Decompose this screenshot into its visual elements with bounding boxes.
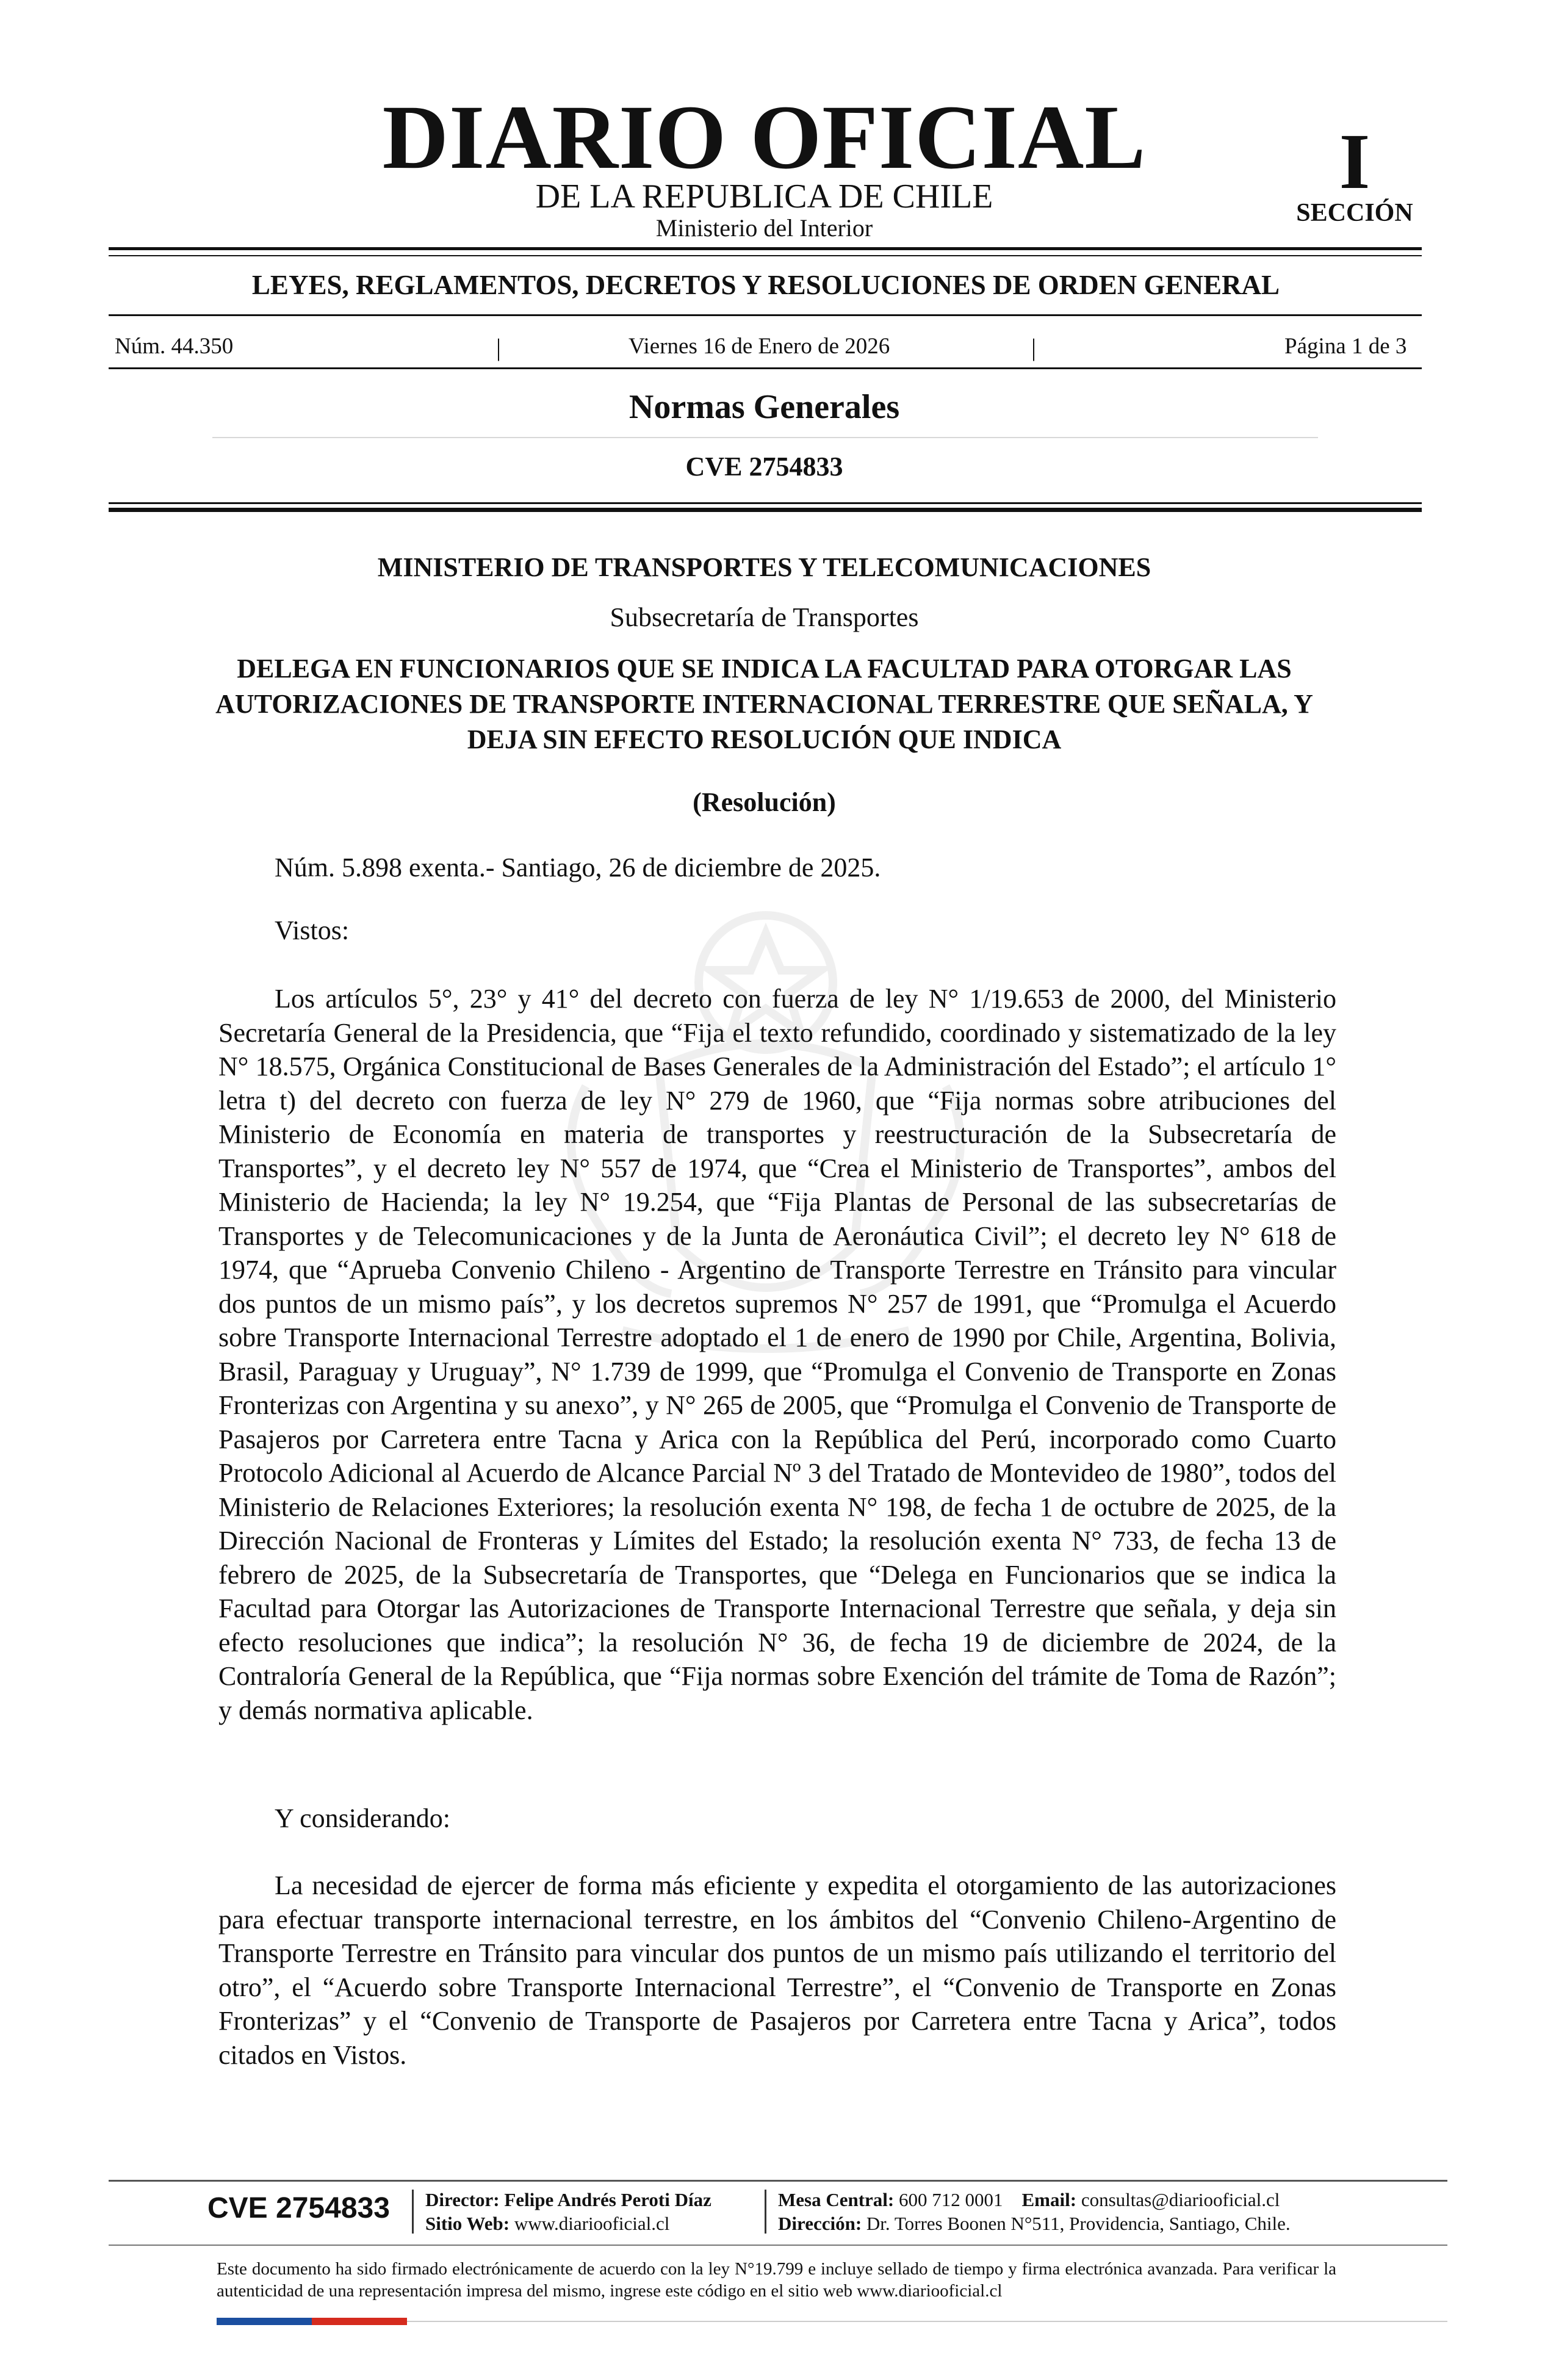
footer-contact (778, 2188, 1280, 2212)
flag-stripe-red (312, 2318, 407, 2325)
header-rule-thick (109, 247, 1422, 250)
vistos-heading: Vistos: (275, 915, 350, 945)
footer-cve: CVE 2754833 (207, 2192, 390, 2224)
category-rule (109, 314, 1422, 316)
website-label: Sitio Web: (425, 2213, 510, 2234)
masthead-ministry: Ministerio del Interior (655, 214, 873, 242)
considerando-heading: Y considerando: (275, 1803, 450, 1833)
section-number: I (1339, 118, 1371, 206)
issue-separator: | (496, 334, 502, 361)
phone-label: Mesa Central: (778, 2189, 895, 2210)
document-title: DELEGA EN FUNCIONARIOS QUE SE INDICA LA FACULTAD PARA OTORGAR LAS AUTORIZACIONES DE TRANSPORTE INTERNACIONAL TERRESTRE QUE SEÑALA, Y DEJA SIN EFECTO RESOLUCIÓN QUE INDICA (215, 654, 1313, 754)
section-heading: Normas Generales (629, 388, 900, 426)
document-subsecretariat: Subsecretaría de Transportes (610, 602, 919, 632)
page-label: Página 1 de 3 (1284, 334, 1407, 359)
email-label: Email: (1021, 2189, 1077, 2210)
address-text: Dr. Torres Boonen N°511, Providencia, Santiago, Chile. (866, 2213, 1291, 2234)
website-link[interactable]: www.diariooficial.cl (514, 2213, 670, 2234)
document-kind: (Resolución) (693, 787, 836, 817)
footer-rule-base (407, 2321, 1447, 2322)
resolution-number-line: Núm. 5.898 exenta.- Santiago, 26 de diciembre de 2025. (275, 853, 881, 882)
footer-website (425, 2212, 669, 2235)
body-rule-thin (109, 502, 1422, 504)
body-rule-thick (109, 508, 1422, 512)
issue-date: Viernes 16 de Enero de 2026 (629, 334, 890, 359)
considerando-paragraph: La necesidad de ejercer de forma más eficiente y expedita el otorgamiento de las autorizaciones para efectuar transporte internacional terrestre, en los ámbitos del “Convenio Chileno-Argentino de Transporte Terrestre en Tránsito para vincular dos puntos de un mismo país utilizando el territorio del otro”, el “Acuerdo sobre Transporte Internacional Terrestre”, el “Convenio de Transporte en Zonas Fronterizas” y el “Convenio de Transporte de Pasajeros por Carretera entre Tacna y Arica”, todos citados en Vistos. (218, 1870, 1336, 2070)
masthead-title: DIARIO OFICIAL (382, 87, 1147, 188)
director-name: Felipe Andrés Peroti Díaz (504, 2189, 711, 2210)
footer-rule-top (109, 2180, 1447, 2182)
footer-separator (765, 2190, 766, 2234)
footer-director (425, 2188, 711, 2212)
issue-number: Núm. 44.350 (115, 334, 234, 359)
flag-stripe-blue (217, 2318, 312, 2325)
cve-code: CVE 2754833 (685, 452, 843, 481)
document-ministry: MINISTERIO DE TRANSPORTES Y TELECOMUNICACIONES (377, 552, 1151, 582)
footer-separator (412, 2190, 414, 2234)
category-line: LEYES, REGLAMENTOS, DECRETOS Y RESOLUCIONES DE ORDEN GENERAL (251, 270, 1280, 300)
footer-rule-bottom (109, 2245, 1447, 2246)
masthead-subtitle: DE LA REPUBLICA DE CHILE (535, 178, 993, 215)
header-rule-thin (109, 255, 1422, 256)
signature-disclaimer: Este documento ha sido firmado electrónicamente de acuerdo con la ley N°19.799 e incluye sellado de tiempo y firma electrónica avanzada. Para verificar la autenticidad de una representación impresa del mismo, ingrese este código en el sitio web www.diariooficial.cl (217, 2259, 1336, 2301)
vistos-paragraph: Los artículos 5°, 23° y 41° del decreto con fuerza de ley N° 1/19.653 de 2000, del Ministerio Secretaría General de la Presidencia, que “Fija el texto refundido, coordinado y sistematizado de la ley N° 18.575, Orgánica Constitucional de Bases Generales de la Administración del Estado”; el artículo 1° letra t) del decreto con fuerza de ley N° 279 de 1960, que “Fija normas sobre atribuciones del Ministerio de Economía en materia de transportes y reestructuración de la Subsecretaría de Transportes”, y el decreto ley N° 557 de 1974, que “Crea el Ministerio de Transportes”, ambos del Ministerio de Hacienda; la ley N° 19.254, que “Fija Plantas de Personal de las subsecretarías de Transportes y de Telecomunicaciones y de la Junta de Aeronáutica Civil”; el decreto ley N° 618 de 1974, que “Aprueba Convenio Chileno - Argentino de Transporte Terrestre en Tránsito para vincular dos puntos de un mismo país”, y los decretos supremos N° 257 de 1991, que “Promulga el Acuerdo sobre Transporte Internacional Terrestre adoptado el 1 de enero de 1990 por Chile, Argentina, Bolivia, Brasil, Paraguay y Uruguay”, N° 1.739 de 1999, que “Promulga el Convenio de Transporte en Zonas Fronterizas con Argentina y su anexo”, y N° 265 de 2005, que “Promulga el Convenio de Transporte de Pasajeros por Carretera entre Tacna y Arica con la República del Perú, incorporado como Cuarto Protocolo Adicional al Acuerdo de Alcance Parcial Nº 3 del Tratado de Montevideo de 1980”, todos del Ministerio de Relaciones Exteriores; la resolución exenta N° 198, de fecha 1 de octubre de 2025, de la Dirección Nacional de Fronteras y Límites del Estado; la resolución exenta N° 733, de fecha 13 de febrero de 2025, de la Subsecretaría de Transportes, que “Delega en Funcionarios que se indica la Facultad para Otorgar las Autorizaciones de Transporte Internacional Terrestre que señala, y deja sin efecto resoluciones que indica”; la resolución N° 36, de fecha 19 de diciembre de 2024, de la Contraloría General de la República, que “Fija normas sobre Exención del trámite de Toma de Razón”; y demás normativa aplicable. (218, 984, 1336, 1725)
section-label: SECCIÓN (1296, 199, 1413, 227)
email-link[interactable]: consultas@diariooficial.cl (1081, 2189, 1280, 2210)
phone-number: 600 712 0001 (899, 2189, 1003, 2210)
footer-address (778, 2212, 1291, 2235)
director-label: Director: (425, 2189, 500, 2210)
address-label: Dirección: (778, 2213, 862, 2234)
issue-rule (109, 367, 1422, 369)
section-heading-rule (212, 437, 1318, 438)
issue-separator: | (1031, 334, 1037, 361)
